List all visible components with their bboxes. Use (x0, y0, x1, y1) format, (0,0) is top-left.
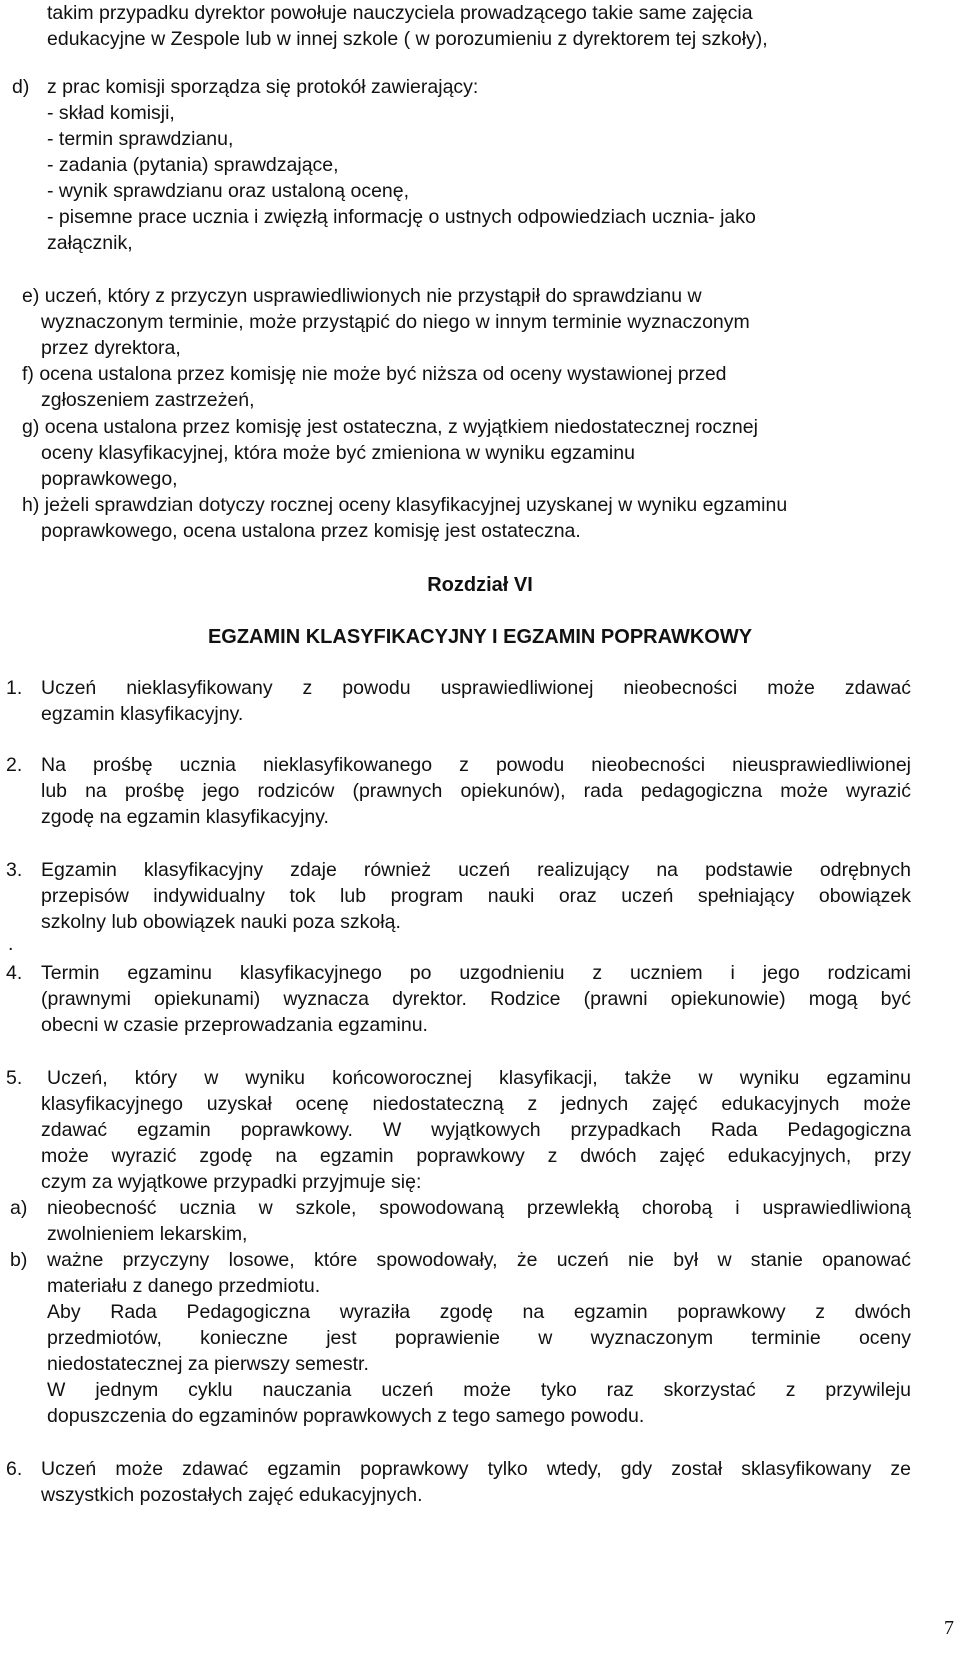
list-label: d) (12, 76, 30, 98)
text-line: e) uczeń, który z przyczyn usprawiedliwionych nie przystąpił do sprawdzianu w (22, 285, 702, 307)
text-line: wyznaczonym terminie, może przystąpić do niego w innym terminie wyznaczonym (41, 311, 750, 333)
text-line: czym za wyjątkowe przypadki przyjmuje się: (41, 1171, 422, 1193)
text-line: Egzamin klasyfikacyjny zdaje również uczeń realizujący na podstawie odrębnych (41, 859, 911, 881)
stray-dot: . (8, 933, 14, 955)
text-line: Uczeń, który w wyniku końcoworocznej klasyfikacji, także w wyniku egzaminu (47, 1067, 911, 1089)
point-number: 3. (6, 859, 23, 881)
text-line: g) ocena ustalona przez komisję jest ostateczna, z wyjątkiem niedostatecznej rocznej (22, 416, 758, 438)
point-number: 1. (6, 677, 23, 699)
text-line: - skład komisji, (47, 102, 175, 124)
text-line: zgłoszeniem zastrzeżeń, (41, 389, 255, 411)
text-line: lub na prośbę jego rodziców (prawnych opiekunów), rada pedagogiczna może wyrazić (41, 780, 911, 802)
text-line: edukacyjne w Zespole lub w innej szkole ( w porozumieniu z dyrektorem tej szkoły), (47, 28, 768, 50)
text-line: (prawnymi opiekunami) wyznacza dyrektor. Rodzice (prawni opiekunowie) mogą być (41, 988, 911, 1010)
text-line: z prac komisji sporządza się protokół zawierający: (47, 76, 479, 98)
text-line: poprawkowego, (41, 468, 178, 490)
text-line: dopuszczenia do egzaminów poprawkowych z tego samego powodu. (47, 1405, 645, 1427)
text-line: przepisów indywidualny tok lub program nauki oraz uczeń spełniający obowiązek (41, 885, 911, 907)
text-line: obecni w czasie przeprowadzania egzaminu. (41, 1014, 428, 1036)
point-number: 6. (6, 1458, 23, 1480)
chapter-title: EGZAMIN KLASYFIKACYJNY I EGZAMIN POPRAWKOWY (207, 626, 753, 648)
text-line: niedostatecznej za pierwszy semestr. (47, 1353, 369, 1375)
text-line: - pisemne prace ucznia i zwięzłą informację o ustnych odpowiedziach ucznia- jako (47, 206, 756, 228)
chapter-heading: Rozdział VI (427, 574, 533, 596)
text-line: Aby Rada Pedagogiczna wyraziła zgodę na egzamin poprawkowy z dwóch (47, 1301, 911, 1323)
text-line: h) jeżeli sprawdzian dotyczy rocznej oceny klasyfikacyjnej uzyskanej w wyniku egzaminu (22, 494, 788, 516)
page-number: 7 (944, 1617, 954, 1639)
point-number: 2. (6, 754, 23, 776)
text-line: klasyfikacyjnego uzyskał ocenę niedostateczną z jednych zajęć edukacyjnych może (41, 1093, 911, 1115)
text-line: Na prośbę ucznia nieklasyfikowanego z powodu nieobecności nieusprawiedliwionej (41, 754, 911, 776)
text-line: przez dyrektora, (41, 337, 181, 359)
text-line: f) ocena ustalona przez komisję nie może być niższa od oceny wystawionej przed (22, 363, 727, 385)
text-line: zgodę na egzamin klasyfikacyjny. (41, 806, 329, 828)
text-line: materiału z danego przedmiotu. (47, 1275, 321, 1297)
point-number: 5. (6, 1067, 23, 1089)
text-line: - zadania (pytania) sprawdzające, (47, 154, 339, 176)
text-line: - termin sprawdzianu, (47, 128, 234, 150)
text-line: takim przypadku dyrektor powołuje nauczyciela prowadzącego takie same zajęcia (47, 2, 753, 24)
text-line: W jednym cyklu nauczania uczeń może tyko raz skorzystać z przywileju (47, 1379, 911, 1401)
text-line: przedmiotów, konieczne jest poprawienie w wyznaczonym terminie oceny (47, 1327, 911, 1349)
list-label: a) (10, 1197, 28, 1219)
text-line: Uczeń może zdawać egzamin poprawkowy tylko wtedy, gdy został sklasyfikowany ze (41, 1458, 911, 1480)
text-line: Uczeń nieklasyfikowany z powodu usprawiedliwionej nieobecności może zdawać (41, 677, 911, 699)
text-line: ważne przyczyny losowe, które spowodowały, że uczeń nie był w stanie opanować (47, 1249, 911, 1271)
text-line: zwolnieniem lekarskim, (47, 1223, 248, 1245)
text-line: zdawać egzamin poprawkowy. W wyjątkowych przypadkach Rada Pedagogiczna (41, 1119, 911, 1141)
text-line: - wynik sprawdzianu oraz ustaloną ocenę, (47, 180, 410, 202)
text-line: oceny klasyfikacyjnej, która może być zmieniona w wyniku egzaminu (41, 442, 635, 464)
text-line: może wyrazić zgodę na egzamin poprawkowy z dwóch zajęć edukacyjnych, przy (41, 1145, 911, 1167)
text-line: szkolny lub obowiązek nauki poza szkołą. (41, 911, 401, 933)
text-line: załącznik, (47, 232, 133, 254)
list-label: b) (10, 1249, 28, 1271)
text-line: egzamin klasyfikacyjny. (41, 703, 244, 725)
text-line: nieobecność ucznia w szkole, spowodowaną przewlekłą chorobą i usprawiedliwioną (47, 1197, 911, 1219)
text-line: wszystkich pozostałych zajęć edukacyjnych. (41, 1484, 423, 1506)
text-line: poprawkowego, ocena ustalona przez komisję jest ostateczna. (41, 520, 581, 542)
point-number: 4. (6, 962, 23, 984)
text-line: Termin egzaminu klasyfikacyjnego po uzgodnieniu z uczniem i jego rodzicami (41, 962, 911, 984)
